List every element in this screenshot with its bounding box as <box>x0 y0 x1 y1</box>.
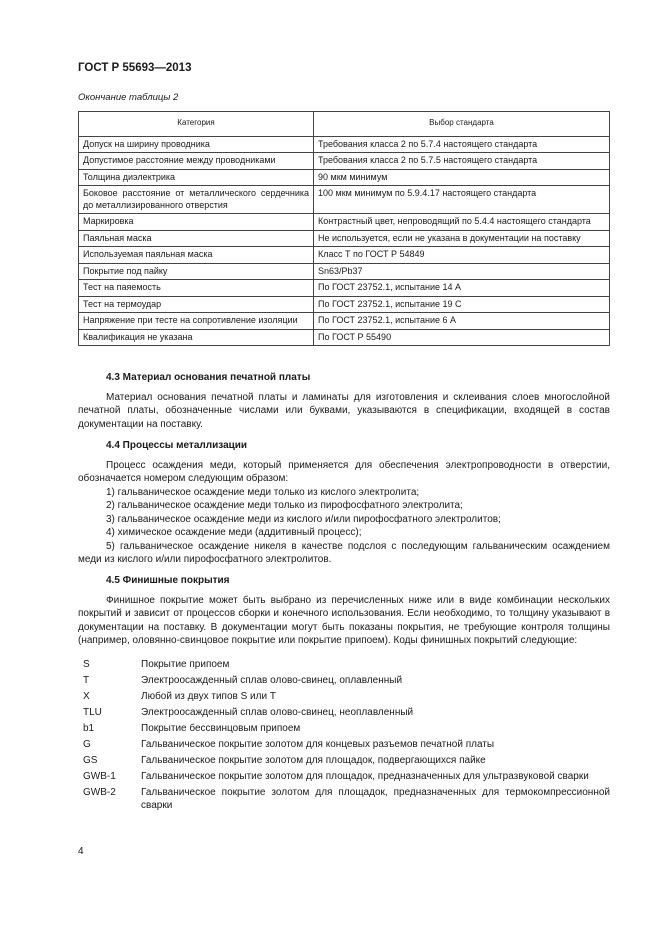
table-cell-category: Толщина диэлектрика <box>79 169 314 186</box>
table-row <box>79 329 610 346</box>
table-cell-standard: 100 мкм минимум по 5.9.4.17 настоящего стандарта <box>314 186 610 214</box>
table-cell-standard: 90 мкм минимум <box>314 169 610 186</box>
table-row <box>79 247 610 264</box>
finish-description: Покрытие припоем <box>141 659 230 670</box>
table-row <box>79 186 610 214</box>
list-item: 4) химическое осаждение меди (аддитивный процесс); <box>106 527 362 538</box>
document-header: ГОСТ Р 55693—2013 <box>78 62 192 74</box>
finish-code: b1 <box>83 723 95 734</box>
finish-code: GWB-2 <box>83 787 116 798</box>
finish-description: Гальваническое покрытие золотом для концевых разъемов печатной платы <box>141 739 495 750</box>
finish-codes-list <box>78 659 610 816</box>
table-row <box>79 153 610 170</box>
table-cell-standard: Sn63/Pb37 <box>314 263 610 280</box>
section-title: 4.5 Финишные покрытия <box>106 575 230 586</box>
list-item <box>78 723 610 739</box>
list-item: 2) гальваническое осаждение меди только из пирофосфатного электролита; <box>106 500 463 511</box>
table-row <box>79 214 610 231</box>
table-cell-standard: По ГОСТ 23752.1, испытание 14 А <box>314 280 610 297</box>
finish-code: T <box>83 675 90 686</box>
section-paragraph: Материал основания печатной платы и ламинаты для изготовления и склеивания слоев многослойной печатной платы, обозначенные числами или буквами, указываются в спецификации, входящей в состав документации на поставку. <box>78 391 610 430</box>
table-cell-category: Покрытие под пайку <box>79 263 314 280</box>
finish-code: GS <box>83 755 98 766</box>
table-cell-category: Напряжение при тесте на сопротивление изоляции <box>79 313 314 330</box>
section-4-3 <box>78 371 610 431</box>
table-row <box>79 230 610 247</box>
section-4-4 <box>78 439 610 567</box>
list-item: 1) гальваническое осаждение меди только из кислого электролита; <box>106 486 420 498</box>
table-header-row <box>79 112 610 137</box>
table-cell-standard: Не используется, если не указана в документации на поставку <box>314 230 610 247</box>
section-4-5 <box>78 574 610 648</box>
table-cell-category: Боковое расстояние от металлического сердечника до металлизированного отверстия <box>79 186 314 214</box>
table-row <box>79 263 610 280</box>
finish-description: Электроосажденный сплав олово-свинец, оплавленный <box>141 675 403 686</box>
table-row <box>79 169 610 186</box>
table-cell-category: Паяльная маска <box>79 230 314 247</box>
table-cell-category: Маркировка <box>79 214 314 231</box>
column-header-category: Категория <box>79 112 314 137</box>
section-paragraph: Финишное покрытие может быть выбрано из перечисленных ниже или в виде комбинации нескольких покрытий и зависит от процессов сборки и конечного использования. Если необходимо, то толщину указывают в документации на поставку. В документации могут быть показаны покрытия, не требующие контроля толщины (например, оловянно-свинцовое покрытие или покрытие припоем). Коды финишных покрытий следующие: <box>78 594 610 646</box>
table-cell-standard: Класс Т по ГОСТ Р 54849 <box>314 247 610 264</box>
table-cell-standard: Контрастный цвет, непроводящий по 5.4.4 настоящего стандарта <box>314 214 610 231</box>
table-row <box>79 280 610 297</box>
finish-description: Гальваническое покрытие золотом для площадок, подвергающихся пайке <box>141 755 486 766</box>
table-cell-standard: По ГОСТ 23752.1, испытание 6 А <box>314 313 610 330</box>
table-cell-category: Тест на паяемость <box>79 280 314 297</box>
list-item: 5) гальваническое осаждение никеля в качестве подслоя с последующим гальваническим осаждением меди из кислого и/или пирофосфатного электролитов. <box>78 540 610 565</box>
table-cell-standard: Требования класса 2 по 5.7.4 настоящего стандарта <box>314 136 610 153</box>
finish-code: GWB-1 <box>83 771 116 782</box>
spec-table <box>78 111 610 346</box>
list-item: 3) гальваническое осаждение меди из кислого и/или пирофосфатного электролитов; <box>106 513 501 525</box>
table-row <box>79 296 610 313</box>
table-cell-category: Тест на термоудар <box>79 296 314 313</box>
table-row <box>79 136 610 153</box>
list-item <box>78 787 610 816</box>
finish-code: G <box>83 739 91 750</box>
finish-description: Любой из двух типов S или T <box>141 691 276 702</box>
section-title: 4.3 Материал основания печатной платы <box>106 372 311 383</box>
page-number: 4 <box>78 846 84 857</box>
column-header-standard: Выбор стандарта <box>314 112 610 137</box>
list-item <box>78 659 610 675</box>
list-item <box>78 707 610 723</box>
list-item <box>78 691 610 707</box>
table-cell-category: Допуск на ширину проводника <box>79 136 314 153</box>
table-caption: Окончание таблицы 2 <box>78 92 179 103</box>
finish-code: X <box>83 691 90 702</box>
finish-code: TLU <box>83 707 102 718</box>
list-item <box>78 739 610 755</box>
finish-description: Покрытие бессвинцовым припоем <box>141 723 301 734</box>
section-title: 4.4 Процессы металлизации <box>106 440 248 451</box>
section-paragraph: Процесс осаждения меди, который применяется для обеспечения электропроводности в отверстии, обозначается номером следующим образом: <box>78 459 610 484</box>
table-cell-category: Допустимое расстояние между проводниками <box>79 153 314 170</box>
table-row <box>79 313 610 330</box>
finish-code: S <box>83 659 90 670</box>
list-item <box>78 675 610 691</box>
finish-description: Гальваническое покрытие золотом для площадок, предназначенных для ультразвуковой сварки <box>141 771 589 782</box>
finish-description: Гальваническое покрытие золотом для площадок, предназначенных для термокомпрессионной сварки <box>141 787 610 811</box>
table-cell-category: Квалификация не указана <box>79 329 314 346</box>
table-cell-standard: Требования класса 2 по 5.7.5 настоящего стандарта <box>314 153 610 170</box>
finish-description: Электроосажденный сплав олово-свинец, неоплавленный <box>141 707 414 718</box>
list-item <box>78 771 610 787</box>
table-cell-standard: По ГОСТ 23752.1, испытание 19 С <box>314 296 610 313</box>
table-cell-standard: По ГОСТ Р 55490 <box>314 329 610 346</box>
list-item <box>78 755 610 771</box>
table-cell-category: Используемая паяльная маска <box>79 247 314 264</box>
